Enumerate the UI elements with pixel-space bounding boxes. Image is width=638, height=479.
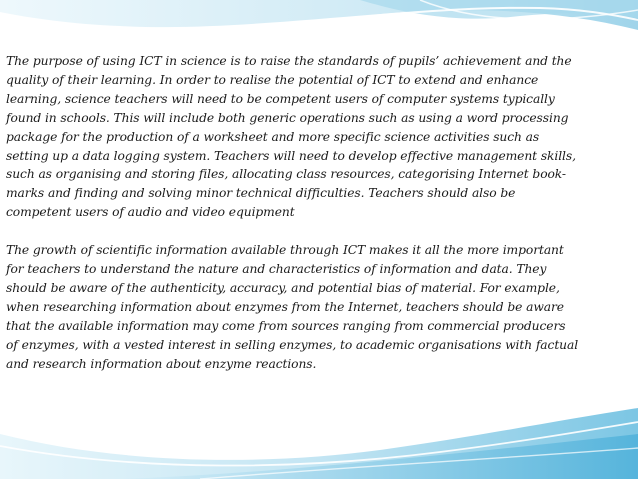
paragraph-ict-purpose: The purpose of using ICT in science is to raise the standards of pupils’ achievement and the quality of their learning. In order to realise the potential of ICT to extend and enhance learning, science teachers will need to be competent users of computer systems typically found in schools. This will include both generic operations such as using a word processing package for the production of a worksheet and more specific science activities such as setting up a data logging system. Teachers will need to develop effective management skills, such as organising and storing files, allocating class resources, categorising Internet book- marks and finding and solving minor technical difficulties. Teachers should also be competent users of audio and video equipment: [6, 54, 576, 220]
slide-body-text: [6, 52, 634, 374]
paragraph-information-growth: The growth of scientific information available through ICT makes it all the more important for teachers to understand the nature and characteristics of information and data. They should be aware of the authenticity, accuracy, and potential bias of material. For example, when researching information about enzymes from the Internet, teachers should be aware that the available information may come from sources ranging from commercial producers of enzymes, with a vested interest in selling enzymes, to academic organisations with factual and research information about enzyme reactions.: [6, 243, 579, 371]
bottom-wave-decoration: [0, 394, 638, 479]
top-wave-decoration: [0, 0, 638, 60]
